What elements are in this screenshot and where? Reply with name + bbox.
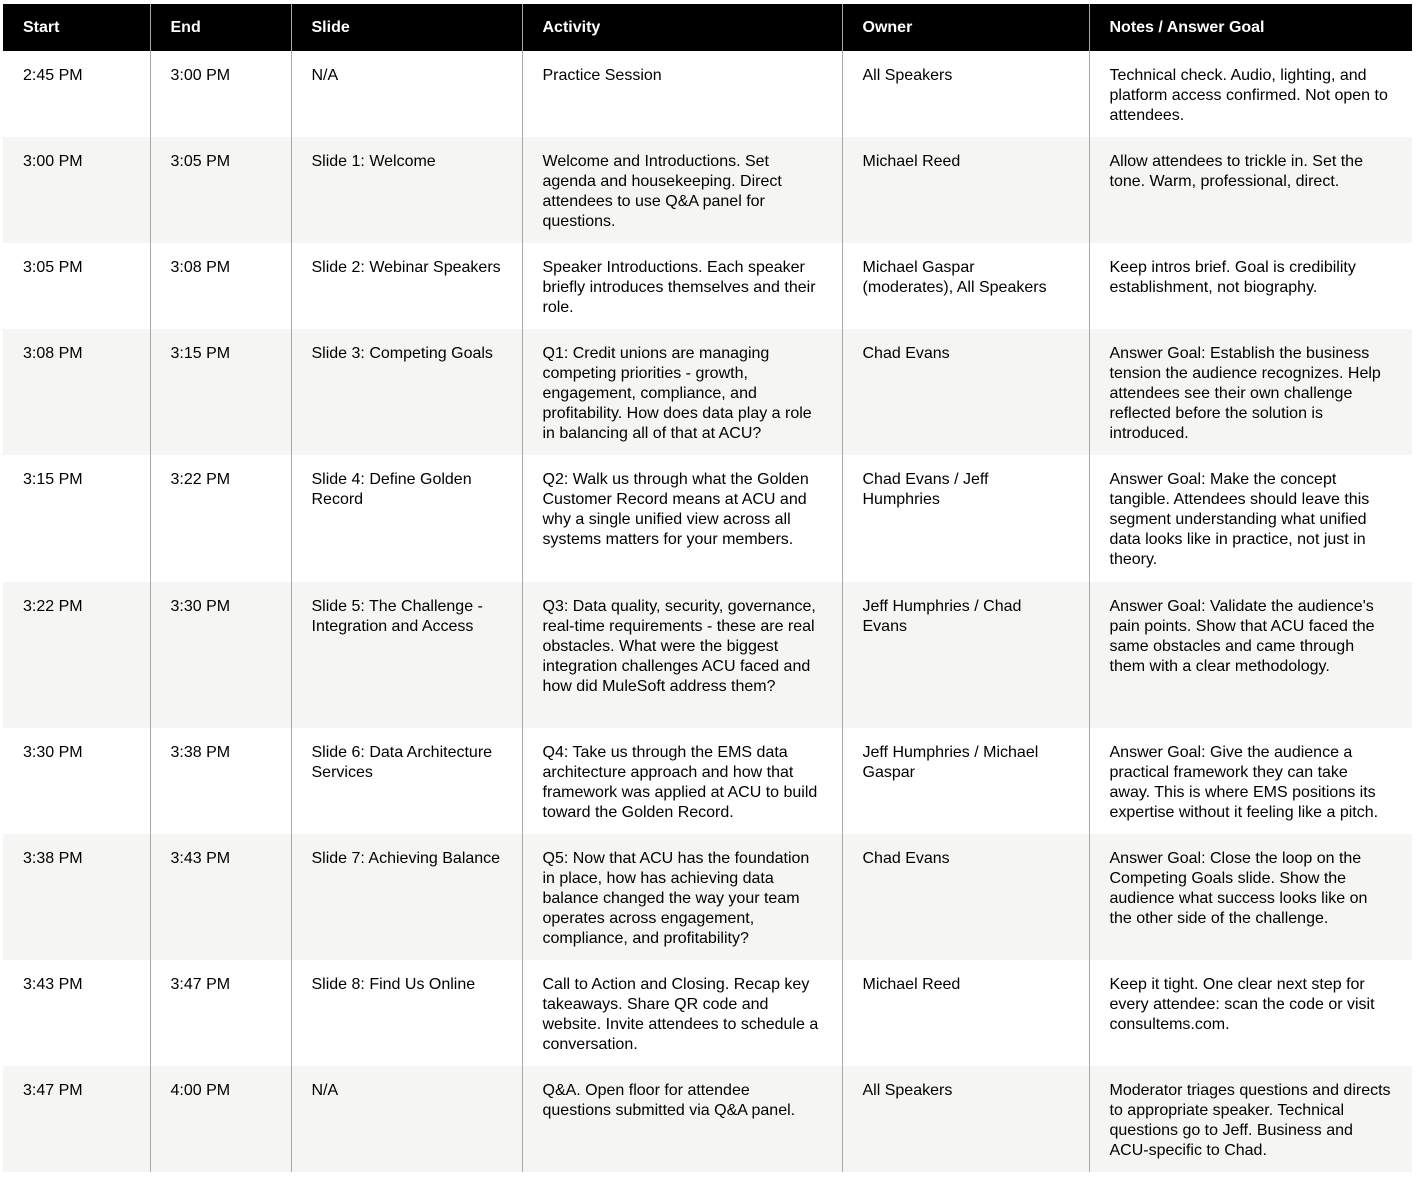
- activity-cell: Speaker Introductions. Each speaker briefly introduces themselves and their role.: [522, 243, 842, 329]
- activity-cell: Q2: Walk us through what the Golden Customer Record means at ACU and why a single unified view across all systems matters for your members.: [522, 455, 842, 582]
- activity-cell: Call to Action and Closing. Recap key takeaways. Share QR code and website. Invite attendees to schedule a conversation.: [522, 960, 842, 1066]
- end-time-cell: 3:22 PM: [150, 455, 291, 582]
- table-row: [3, 329, 1412, 455]
- agenda-table: [3, 4, 1412, 1172]
- slide-cell: Slide 5: The Challenge - Integration and Access: [291, 582, 522, 728]
- table-row: [3, 728, 1412, 834]
- header-row: [3, 4, 1412, 51]
- activity-cell: Practice Session: [522, 51, 842, 137]
- column-header-start: Start: [3, 4, 150, 51]
- slide-cell: Slide 3: Competing Goals: [291, 329, 522, 455]
- table-row: [3, 243, 1412, 329]
- slide-cell: Slide 1: Welcome: [291, 137, 522, 243]
- owner-cell: Michael Reed: [842, 137, 1089, 243]
- end-time-cell: 4:00 PM: [150, 1066, 291, 1172]
- notes-cell: Allow attendees to trickle in. Set the tone. Warm, professional, direct.: [1089, 137, 1412, 243]
- slide-cell: Slide 6: Data Architecture Services: [291, 728, 522, 834]
- end-time-cell: 3:43 PM: [150, 834, 291, 960]
- end-time-cell: 3:30 PM: [150, 582, 291, 728]
- end-time-cell: 3:00 PM: [150, 51, 291, 137]
- column-header-end: End: [150, 4, 291, 51]
- activity-cell: Welcome and Introductions. Set agenda and housekeeping. Direct attendees to use Q&A panel for questions.: [522, 137, 842, 243]
- column-header-notes: Notes / Answer Goal: [1089, 4, 1412, 51]
- slide-cell: N/A: [291, 1066, 522, 1172]
- notes-cell: Answer Goal: Validate the audience's pain points. Show that ACU faced the same obstacles and came through them with a clear methodology.: [1089, 582, 1412, 728]
- owner-cell: Jeff Humphries / Michael Gaspar: [842, 728, 1089, 834]
- start-time-cell: 3:05 PM: [23, 259, 83, 276]
- notes-cell: Answer Goal: Give the audience a practical framework they can take away. This is where EMS positions its expertise without it feeling like a pitch.: [1089, 728, 1412, 834]
- notes-cell: Moderator triages questions and directs to appropriate speaker. Technical questions go to Jeff. Business and ACU-specific to Chad.: [1089, 1066, 1412, 1172]
- end-time-cell: 3:38 PM: [150, 728, 291, 834]
- start-time-cell: 3:15 PM: [23, 471, 83, 488]
- start-time-cell: 3:47 PM: [3, 1066, 150, 1172]
- end-time-cell: 3:47 PM: [150, 960, 291, 1066]
- start-time-cell: 3:22 PM: [3, 582, 150, 728]
- start-time-cell: 3:30 PM: [23, 744, 83, 761]
- owner-cell: All Speakers: [842, 51, 1089, 137]
- end-time-cell: 3:08 PM: [150, 243, 291, 329]
- slide-cell: Slide 4: Define Golden Record: [291, 455, 522, 582]
- table-row: [3, 1066, 1412, 1172]
- activity-cell: Q3: Data quality, security, governance, real-time requirements - these are real obstacles. What were the biggest integration challenges ACU faced and how did MuleSoft address them?: [522, 582, 842, 728]
- start-time-cell: 2:45 PM: [23, 67, 83, 84]
- slide-cell: Slide 8: Find Us Online: [291, 960, 522, 1066]
- table-row: [3, 834, 1412, 960]
- activity-cell: Q4: Take us through the EMS data architecture approach and how that framework was applied at ACU to build toward the Golden Record.: [522, 728, 842, 834]
- table-row: [3, 51, 1412, 137]
- start-time-cell: 3:43 PM: [23, 976, 83, 993]
- slide-cell: Slide 7: Achieving Balance: [291, 834, 522, 960]
- slide-cell: Slide 2: Webinar Speakers: [291, 243, 522, 329]
- notes-cell: Keep it tight. One clear next step for every attendee: scan the code or visit consultems.com.: [1089, 960, 1412, 1066]
- slide-cell: N/A: [291, 51, 522, 137]
- owner-cell: Chad Evans / Jeff Humphries: [842, 455, 1089, 582]
- notes-cell: Answer Goal: Establish the business tension the audience recognizes. Help attendees see their own challenge reflected before the solution is introduced.: [1089, 329, 1412, 455]
- owner-cell: All Speakers: [842, 1066, 1089, 1172]
- column-header-owner: Owner: [842, 4, 1089, 51]
- start-time-cell: 3:00 PM: [3, 137, 150, 243]
- table-row: [3, 582, 1412, 728]
- owner-cell: Jeff Humphries / Chad Evans: [842, 582, 1089, 728]
- column-header-activity: Activity: [522, 4, 842, 51]
- notes-cell: Technical check. Audio, lighting, and platform access confirmed. Not open to attendees.: [1089, 51, 1412, 137]
- table-row: [3, 137, 1412, 243]
- activity-cell: Q1: Credit unions are managing competing priorities - growth, engagement, compliance, and profitability. How does data play a role in balancing all of that at ACU?: [522, 329, 842, 455]
- notes-cell: Answer Goal: Make the concept tangible. Attendees should leave this segment understanding what unified data looks like in practice, not just in theory.: [1089, 455, 1412, 582]
- end-time-cell: 3:05 PM: [150, 137, 291, 243]
- table-row: [3, 455, 1412, 582]
- owner-cell: Chad Evans: [842, 329, 1089, 455]
- start-time-cell: 3:08 PM: [3, 329, 150, 455]
- notes-cell: Keep intros brief. Goal is credibility establishment, not biography.: [1089, 243, 1412, 329]
- activity-cell: Q5: Now that ACU has the foundation in place, how has achieving data balance changed the way your team operates across engagement, compliance, and profitability?: [522, 834, 842, 960]
- owner-cell: Michael Reed: [842, 960, 1089, 1066]
- activity-cell: Q&A. Open floor for attendee questions submitted via Q&A panel.: [522, 1066, 842, 1172]
- notes-cell: Answer Goal: Close the loop on the Competing Goals slide. Show the audience what success looks like on the other side of the challenge.: [1089, 834, 1412, 960]
- owner-cell: Chad Evans: [842, 834, 1089, 960]
- start-time-cell: 3:38 PM: [3, 834, 150, 960]
- end-time-cell: 3:15 PM: [150, 329, 291, 455]
- table-row: [3, 960, 1412, 1066]
- owner-cell: Michael Gaspar (moderates), All Speakers: [842, 243, 1089, 329]
- column-header-slide: Slide: [291, 4, 522, 51]
